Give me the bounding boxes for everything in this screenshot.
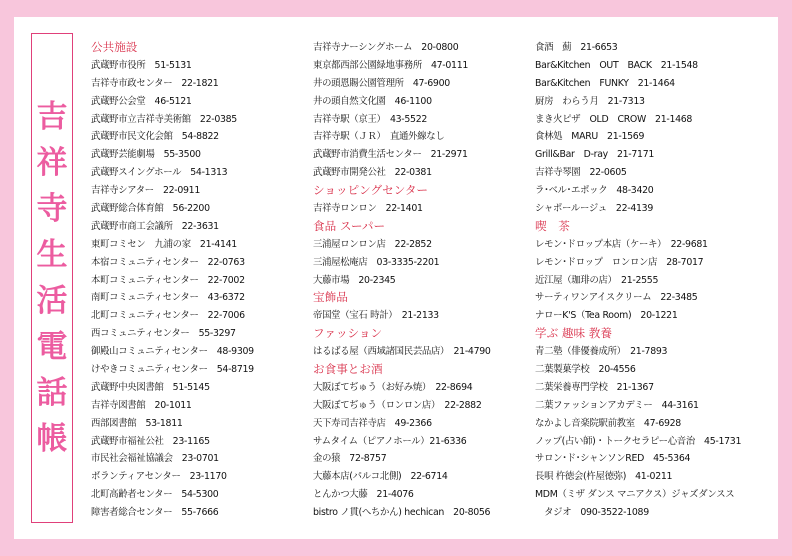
category-heading: 食品 スーパー bbox=[313, 218, 386, 233]
directory-entry: ボランティアセンター 23-1170 bbox=[91, 471, 227, 483]
directory-entry: 食酒 薊 21-6653 bbox=[535, 42, 618, 53]
directory-entry: 市民社会福祉協議会 23-0701 bbox=[91, 453, 219, 465]
directory-entry: ノップ(占い師)・トークセラピー心音治 45-1731 bbox=[535, 435, 742, 447]
directory-entry: 武蔵野中央図書館 51-5145 bbox=[91, 381, 210, 393]
category-heading: 喫 茶 bbox=[535, 218, 570, 233]
directory-entry: 吉祥寺図書館 20-1011 bbox=[91, 399, 192, 411]
directory-entry: 二葉ファッションアカデミー 44-3161 bbox=[535, 399, 699, 411]
directory-entry: サムタイム（ピアノホール）21-6336 bbox=[313, 435, 467, 447]
directory-entry: タジオ 090-3522-1089 bbox=[535, 507, 649, 519]
title-character: 活 bbox=[36, 283, 68, 319]
directory-entry: 御殿山コミュニティセンター 48-9309 bbox=[91, 346, 254, 358]
directory-entry: 吉祥寺ロンロン 22-1401 bbox=[313, 203, 423, 215]
directory-column-1 bbox=[91, 39, 329, 522]
directory-entry: 金の猿 72-8757 bbox=[313, 453, 387, 465]
title-character: 話 bbox=[36, 375, 68, 411]
directory-entry: 北町高齢者センター 54-5300 bbox=[91, 489, 219, 501]
directory-entry: 帝国堂（宝石 時計） 21-2133 bbox=[313, 310, 439, 322]
directory-entry: 大阪ぼてぢゅう（お好み焼） 22-8694 bbox=[313, 381, 473, 393]
directory-entry: 北町コミュニティセンター 22-7006 bbox=[91, 310, 245, 322]
directory-entry: Bar&Kitchen OUT BACK 21-1548 bbox=[535, 59, 698, 71]
directory-entry: 長唄 杵徳会(杵屋徳弥) 41-0211 bbox=[535, 471, 673, 483]
directory-entry: けやきコミュニティセンター 54-8719 bbox=[91, 364, 254, 376]
directory-entry: 武蔵野市消費生活センター 21-2971 bbox=[313, 149, 468, 161]
directory-entry: シャポールージュ 22-4139 bbox=[535, 203, 653, 215]
directory-entry: 大藤市場 20-2345 bbox=[313, 274, 396, 286]
directory-entry: 吉祥寺ナーシングホーム 20-0800 bbox=[313, 42, 459, 53]
directory-entry: ナローK'S（Tea Room) 20-1221 bbox=[535, 310, 678, 322]
directory-entry: なかよし音楽院駅前教室 47-6928 bbox=[535, 417, 681, 429]
directory-entry: 井の頭自然文化園 46-1100 bbox=[313, 95, 432, 107]
category-heading: ファッション bbox=[313, 326, 383, 341]
directory-entry: 武蔵野公会堂 46-5121 bbox=[91, 95, 192, 107]
directory-entry: 近江屋（珈琲の店） 21-2555 bbox=[535, 274, 659, 286]
directory-entry: 二葉製菓学校 20-4556 bbox=[535, 364, 636, 376]
directory-entry: MDM（ミザ ダンス マニアクス）ジャズダンスス bbox=[535, 489, 735, 501]
title-character: 帳 bbox=[36, 421, 68, 457]
directory-entry: 三浦屋ロンロン店 22-2852 bbox=[313, 238, 432, 250]
directory-entry: サロン･ド･シャンソンRED 45-5364 bbox=[535, 453, 691, 465]
category-heading: 公共施設 bbox=[91, 40, 138, 54]
directory-entry: 武蔵野総合体育館 56-2200 bbox=[91, 203, 210, 215]
phone-directory-page bbox=[14, 17, 778, 539]
directory-entry: レモン･ドロップ ロンロン店 28-7017 bbox=[535, 256, 704, 268]
title-character: 寺 bbox=[36, 191, 68, 227]
directory-entry: 西コミュニティセンター 55-3297 bbox=[91, 328, 236, 340]
directory-entry: レモン･ドロップ本店（ケーキ） 22-9681 bbox=[535, 238, 708, 250]
directory-column-3 bbox=[535, 39, 773, 522]
title-character: 生 bbox=[36, 237, 68, 273]
directory-entry: 吉祥寺琴園 22-0605 bbox=[535, 167, 627, 179]
category-heading: お食事とお酒 bbox=[313, 362, 383, 377]
title-character: 電 bbox=[36, 329, 68, 365]
directory-entry: Grill&Bar D-ray 21-7171 bbox=[535, 149, 655, 161]
category-heading: 宝飾品 bbox=[313, 290, 348, 305]
directory-entry: 東町コミセン 九浦の家 21-4141 bbox=[91, 238, 237, 250]
directory-entry: 武蔵野市民文化会館 54-8822 bbox=[91, 131, 219, 143]
directory-entry: 吉祥寺市政センター 22-1821 bbox=[91, 77, 219, 89]
directory-entry: 厨房 わらう月 21-7313 bbox=[535, 95, 645, 107]
directory-entry: はるばる屋（西域諸国民芸品店） 21-4790 bbox=[313, 346, 491, 358]
directory-entry: 大阪ぼてぢゅう（ロンロン店） 22-2882 bbox=[313, 399, 482, 411]
directory-entry: ラ･ベル･エポック 48-3420 bbox=[535, 185, 654, 197]
directory-entry: 武蔵野市開発公社 22-0381 bbox=[313, 167, 432, 179]
directory-entry: 食林処 MARU 21-1569 bbox=[535, 131, 645, 143]
category-heading: 学ぶ 趣味 教養 bbox=[535, 326, 612, 341]
directory-entry: 三浦屋松庵店 03-3335-2201 bbox=[313, 256, 440, 268]
directory-entry: bistro ノ貫(へちかん) hechican 20-8056 bbox=[313, 507, 491, 519]
directory-column-2 bbox=[313, 39, 551, 522]
directory-entry: 吉祥寺シアター 22-0911 bbox=[91, 185, 201, 197]
directory-entry: 東京都西部公園緑地事務所 47-0111 bbox=[313, 59, 469, 71]
directory-entry: Bar&Kitchen FUNKY 21-1464 bbox=[535, 77, 675, 89]
directory-entry: 障害者総合センター 55-7666 bbox=[91, 507, 219, 519]
directory-entry: 南町コミュニティセンター 43-6372 bbox=[91, 292, 245, 304]
directory-entry: 青二塾（俳優養成所） 21-7893 bbox=[535, 346, 668, 358]
directory-entry: 西部図書館 53-1811 bbox=[91, 417, 183, 429]
directory-entry: 武蔵野市立吉祥寺美術館 22-0385 bbox=[91, 113, 237, 125]
directory-entry: 武蔵野市商工会議所 22-3631 bbox=[91, 220, 219, 232]
directory-entry: 武蔵野スイングホール 54-1313 bbox=[91, 167, 228, 179]
title-character: 吉 bbox=[36, 99, 68, 135]
directory-entry: 武蔵野市役所 51-5131 bbox=[91, 59, 192, 71]
directory-entry: 本宿コミュニティセンター 22-0763 bbox=[91, 256, 245, 268]
directory-entry: 吉祥寺駅（京王） 43-5522 bbox=[313, 113, 428, 125]
directory-entry: 吉祥寺駅（ＪＲ） 直通外線なし bbox=[313, 131, 445, 143]
category-heading: ショッピングセンター bbox=[313, 183, 429, 198]
directory-entry: 井の頭恩賜公園管理所 47-6900 bbox=[313, 77, 450, 89]
directory-entry: 天下寿司吉祥寺店 49-2366 bbox=[313, 417, 432, 429]
directory-entry: 二葉栄養専門学校 21-1367 bbox=[535, 381, 654, 393]
directory-entry: まき火ピザ OLD CROW 21-1468 bbox=[535, 113, 693, 125]
directory-entry: 武蔵野市福祉公社 23-1165 bbox=[91, 435, 210, 447]
directory-entry: サーティワンアイスクリーム 22-3485 bbox=[535, 292, 698, 304]
directory-entry: 大藤本店(パルコ北側) 22-6714 bbox=[313, 471, 448, 483]
directory-entry: 本町コミュニティセンター 22-7002 bbox=[91, 274, 245, 286]
directory-entry: とんかつ大藤 21-4076 bbox=[313, 489, 414, 501]
directory-entry: 武蔵野芸能劇場 55-3500 bbox=[91, 149, 201, 161]
title-character: 祥 bbox=[36, 145, 68, 181]
directory-title bbox=[31, 33, 73, 523]
